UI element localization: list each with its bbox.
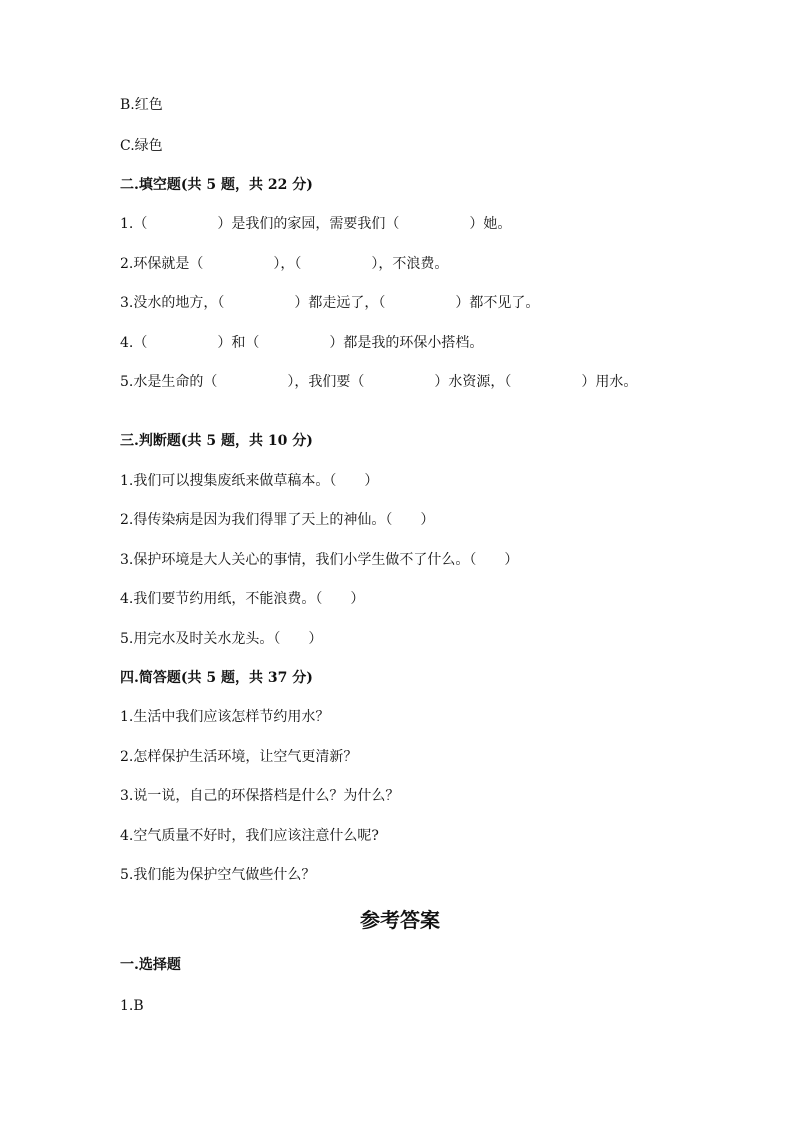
true-false-item-5: 5.用完水及时关水龙头。（ ） <box>120 631 323 647</box>
fill-blank-item-1: 1.（ ）是我们的家园，需要我们（ ）她。 <box>120 216 512 232</box>
short-answer-item-3: 3.说一说，自己的环保搭档是什么？为什么？ <box>120 788 400 804</box>
true-false-item-1: 1.我们可以搜集废纸来做草稿本。（ ） <box>120 473 379 489</box>
true-false-heading: 三.判断题(共 5 题，共 10 分) <box>120 433 313 449</box>
answers-section-heading: 一.选择题 <box>120 957 181 973</box>
short-answer-item-2: 2.怎样保护生活环境，让空气更清新？ <box>120 749 358 765</box>
short-answer-heading: 四.简答题(共 5 题，共 37 分) <box>120 670 313 686</box>
fill-blank-item-2: 2.环保就是（ ），（ ），不浪费。 <box>120 256 449 272</box>
option-c: C.绿色 <box>120 138 163 154</box>
answers-title: 参考答案 <box>360 908 440 932</box>
fill-blank-heading: 二.填空题(共 5 题，共 22 分) <box>120 177 313 193</box>
true-false-item-2: 2.得传染病是因为我们得罪了天上的神仙。（ ） <box>120 512 435 528</box>
fill-blank-item-5: 5.水是生命的（ ），我们要（ ）水资源，（ ）用水。 <box>120 374 638 390</box>
true-false-item-4: 4.我们要节约用纸，不能浪费。（ ） <box>120 591 365 607</box>
true-false-item-3: 3.保护环境是大人关心的事情，我们小学生做不了什么。（ ） <box>120 552 519 568</box>
short-answer-item-1: 1.生活中我们应该怎样节约用水？ <box>120 709 330 725</box>
fill-blank-item-4: 4.（ ）和（ ）都是我的环保小搭档。 <box>120 335 484 351</box>
answer-1: 1.B <box>120 998 144 1014</box>
short-answer-item-4: 4.空气质量不好时，我们应该注意什么呢? <box>120 828 379 844</box>
short-answer-item-5: 5.我们能为保护空气做些什么？ <box>120 867 316 883</box>
option-b: B.红色 <box>120 97 163 113</box>
fill-blank-item-3: 3.没水的地方，（ ）都走远了，（ ）都不见了。 <box>120 295 540 311</box>
